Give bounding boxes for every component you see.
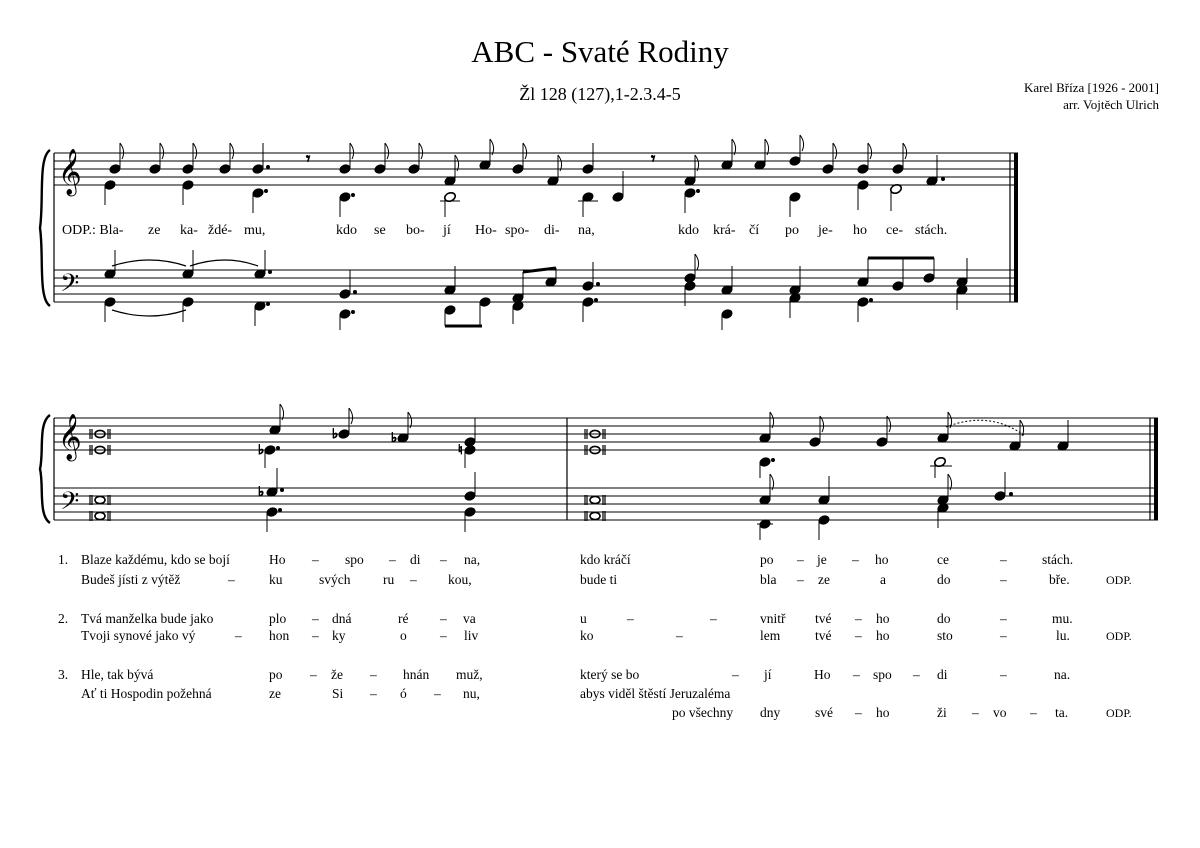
verse-syllable: ky	[332, 628, 346, 643]
verse-syllable: ru	[383, 572, 395, 587]
verse-syllable: kou,	[448, 572, 472, 587]
lyric-syllable: je-	[818, 223, 833, 238]
verse-syllable: tvé	[815, 628, 832, 643]
verse-syllable: –	[1000, 572, 1007, 587]
verse-text: Tvá manželka bude jako	[81, 611, 214, 626]
verse-syllable: di	[410, 552, 421, 567]
verse-syllable: –	[312, 628, 319, 643]
verse-syllable: své	[815, 705, 833, 720]
lyric-syllable: ze	[148, 223, 161, 238]
verse-syllable: ta.	[1055, 705, 1069, 720]
verse-syllable: Ho	[814, 667, 831, 682]
verse-text: kdo kráčí	[580, 552, 631, 567]
verse-syllable: ho	[876, 628, 890, 643]
verse-syllable: na,	[464, 552, 481, 567]
verse-text: který se bo	[580, 667, 640, 682]
verse-syllable: liv	[464, 628, 479, 643]
lyric-syllable: ho	[853, 223, 867, 238]
verse-syllable: na.	[1054, 667, 1071, 682]
verse-syllable: ce	[937, 552, 949, 567]
verse-syllable: stách.	[1042, 552, 1074, 567]
verse-syllable: –	[710, 611, 717, 626]
verse-syllable: spo	[873, 667, 892, 682]
response-marker: ODP.	[1106, 573, 1132, 587]
svg-text:♭: ♭	[258, 442, 265, 457]
verse-syllable: lu.	[1056, 628, 1070, 643]
psalm-reference: Žl 128 (127),1-2.3.4-5	[519, 84, 681, 104]
lyric-syllable: Ho-	[475, 223, 497, 238]
verse-syllable: –	[1000, 611, 1007, 626]
verse-syllable: –	[312, 552, 319, 567]
eighth-rest-icon: 𝄾	[306, 151, 311, 168]
lyric-syllable: po	[785, 223, 799, 238]
verse-syllable: dná	[332, 611, 352, 626]
bass-staff-1	[54, 270, 1018, 302]
lyric-syllable: kdo	[678, 223, 699, 238]
verse-syllable: –	[1000, 552, 1007, 567]
verse-text: Blaze každému, kdo se bojí	[81, 552, 230, 567]
verse-syllable: spo	[345, 552, 364, 567]
verse-syllable: –	[855, 705, 862, 720]
verse-syllable: –	[855, 611, 862, 626]
verse-syllable: že	[331, 667, 343, 682]
verse-syllable: di	[937, 667, 948, 682]
verse-syllable: –	[1000, 667, 1007, 682]
verse-syllable: –	[627, 611, 634, 626]
treble-staff-1	[54, 153, 1018, 185]
verse-syllable: vo	[993, 705, 1007, 720]
verse-syllable: muž,	[456, 667, 483, 682]
verse-syllable: ze	[818, 572, 830, 587]
verse-syllable: ho	[876, 611, 890, 626]
verse-syllable: –	[676, 628, 683, 643]
verse-syllable: hnán	[403, 667, 430, 682]
verse-syllable: o	[400, 628, 407, 643]
lyric-syllable: čí	[749, 223, 760, 238]
response-marker: ODP.	[1106, 629, 1132, 643]
svg-text:♮: ♮	[458, 442, 463, 457]
page-title: ABC - Svaté Rodiny	[471, 34, 729, 69]
verse-syllable: tvé	[815, 611, 832, 626]
verse-syllable: ze	[269, 686, 281, 701]
verse-syllable: –	[853, 667, 860, 682]
verse-syllable: –	[440, 628, 447, 643]
svg-text:♭: ♭	[391, 430, 398, 445]
verse-syllable: a	[880, 572, 886, 587]
bass-notes-system-1	[104, 250, 969, 330]
verse-syllable: –	[440, 552, 447, 567]
verse-syllable: jí	[764, 667, 772, 682]
verse-syllable: bla	[760, 572, 777, 587]
verse-syllable: –	[370, 686, 377, 701]
verse-syllable: ó	[400, 686, 407, 701]
verse-syllable: –	[440, 611, 447, 626]
verse-text: Budeš jísti z výtěž	[81, 572, 181, 587]
verse-syllable: plo	[269, 611, 287, 626]
verse-syllable: vnitř	[760, 611, 786, 626]
verse-syllable: ku	[269, 572, 283, 587]
verse-syllable: hon	[269, 628, 290, 643]
verse-syllable: –	[389, 552, 396, 567]
verse-syllable: –	[855, 628, 862, 643]
verse-number: 2.	[58, 611, 69, 626]
verse-syllable: lem	[760, 628, 781, 643]
lyric-syllable: di-	[544, 223, 560, 238]
verse-syllable: –	[310, 667, 317, 682]
verse-syllable: –	[797, 572, 804, 587]
verse-text: abys viděl štěstí Jeruzaléma	[580, 686, 731, 701]
verse-syllable: do	[937, 611, 951, 626]
lyric-syllable: jí	[443, 223, 451, 238]
verse-syllable: –	[1030, 705, 1037, 720]
verse-syllable: Si	[332, 686, 344, 701]
bass-clef-icon: 𝄢	[60, 487, 80, 522]
lyric-syllable: ždé-	[208, 223, 233, 238]
lyric-syllable: ODP.: Bla-	[62, 223, 124, 238]
verse-syllable: –	[1000, 628, 1007, 643]
lyric-syllable: bo-	[406, 223, 425, 238]
response-marker: ODP.	[1106, 706, 1132, 720]
verse-syllable: –	[370, 667, 377, 682]
composer-credit: Karel Bříza [1926 - 2001]	[1023, 80, 1159, 95]
treble-notes-system-1	[104, 135, 945, 217]
verse-syllable: po	[760, 552, 774, 567]
lyric-syllable: ce-	[886, 223, 904, 238]
verse-text: Hle, tak bývá	[81, 667, 154, 682]
verse-syllable: –	[434, 686, 441, 701]
verse-text: po všechny	[672, 705, 734, 720]
verse-syllable: dny	[760, 705, 781, 720]
svg-text:♭: ♭	[258, 484, 265, 499]
lyric-syllable: krá-	[713, 223, 736, 238]
lyric-syllable: mu,	[244, 223, 266, 238]
verse-number: 1.	[58, 552, 69, 567]
treble-clef-icon: 𝄞	[58, 149, 82, 195]
verse-syllable: po	[269, 667, 283, 682]
lyric-syllable: ka-	[180, 223, 198, 238]
system-1-barlines	[54, 153, 1016, 302]
verse-syllable: u	[580, 611, 587, 626]
arranger-credit: arr. Vojtěch Ulrich	[1063, 97, 1159, 112]
svg-text:♭: ♭	[332, 426, 339, 441]
verse-syllable: –	[913, 667, 920, 682]
verse-syllable: –	[732, 667, 739, 682]
verse-syllable: –	[312, 611, 319, 626]
verse-syllable: –	[852, 552, 859, 567]
lyric-syllable: na,	[578, 223, 595, 238]
lyric-syllable: se	[374, 223, 386, 238]
verse-syllable: ži	[937, 705, 947, 720]
verse-number: 3.	[58, 667, 69, 682]
bass-clef-icon: 𝄢	[60, 269, 80, 304]
verse-syllable: –	[972, 705, 979, 720]
verse-syllable: je	[817, 552, 827, 567]
eighth-rest-icon: 𝄾	[651, 151, 656, 168]
verse-syllable: ko	[580, 628, 594, 643]
bass-staff-2	[54, 488, 1158, 520]
verse-syllable: –	[797, 552, 804, 567]
lyric-syllable: kdo	[336, 223, 357, 238]
verse-syllable: sto	[937, 628, 953, 643]
verse-syllable: nu,	[463, 686, 480, 701]
verse-syllable: –	[235, 628, 242, 643]
treble-staff-2	[54, 418, 1158, 450]
grand-staff-brace-2	[40, 415, 50, 523]
treble-clef-icon: 𝄞	[58, 414, 82, 460]
verse-text: bude ti	[580, 572, 618, 587]
verse-syllable: ho	[876, 705, 890, 720]
verse-syllable: ré	[398, 611, 409, 626]
verse-syllable: bře.	[1049, 572, 1070, 587]
verse-syllable: –	[410, 572, 417, 587]
verse-syllable: mu.	[1052, 611, 1073, 626]
verse-syllable: ho	[875, 552, 889, 567]
lyric-syllable: stách.	[915, 223, 948, 238]
lyric-syllable: spo-	[505, 223, 530, 238]
verse-syllable: Ho	[269, 552, 286, 567]
grand-staff-brace-1	[40, 150, 50, 306]
verse-syllable: –	[228, 572, 235, 587]
verse-syllable: va	[463, 611, 476, 626]
verse-syllable: do	[937, 572, 951, 587]
verse-text: Tvoji synové jako vý	[81, 628, 196, 643]
verse-text: Ať ti Hospodin požehná	[81, 686, 212, 701]
verse-syllable: svých	[319, 572, 351, 587]
